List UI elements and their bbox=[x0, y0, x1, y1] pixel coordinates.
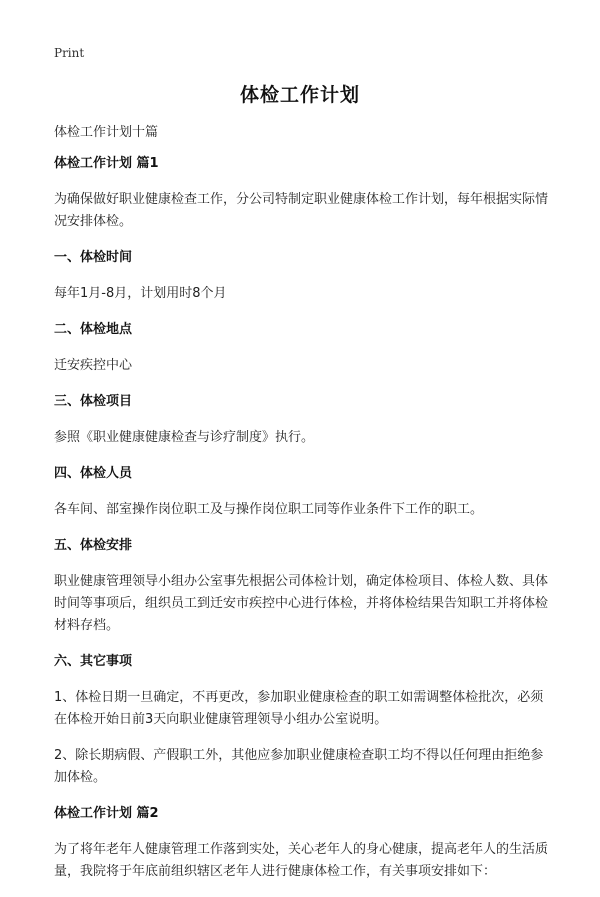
section-heading: 二、体检地点 bbox=[54, 322, 133, 337]
paragraph: 为确保做好职业健康检查工作，分公司特制定职业健康体检工作计划，每年根据实际情况安排体检。 bbox=[54, 192, 549, 229]
paragraph: 每年1月-8月，计划用时8个月 bbox=[54, 286, 227, 301]
paragraph: 为了将年老年人健康管理工作落到实处，关心老年人的身心健康，提高老年人的生活质量，我院将于年底前组织辖区老年人进行健康体检工作，有关事项安排如下： bbox=[54, 842, 549, 879]
paragraph: 迁安疾控中心 bbox=[54, 358, 133, 373]
section-heading: 体检工作计划 篇2 bbox=[54, 806, 159, 821]
paragraph: 参照《职业健康健康检查与诊疗制度》执行。 bbox=[54, 430, 315, 445]
section-heading: 一、体检时间 bbox=[54, 250, 133, 265]
section-heading: 体检工作计划 篇1 bbox=[54, 156, 159, 171]
section-heading: 五、体检安排 bbox=[54, 538, 133, 553]
document-body bbox=[54, 122, 548, 897]
paragraph: 职业健康管理领导小组办公室事先根据公司体检计划，确定体检项目、体检人数、具体时间等事项后，组织员工到迁安市疾控中心进行体检，并将体检结果告知职工并将体检材料存档。 bbox=[54, 574, 549, 633]
section-heading: 六、其它事项 bbox=[54, 654, 133, 669]
section-heading: 三、体检项目 bbox=[54, 394, 133, 409]
section-heading: 四、体检人员 bbox=[54, 466, 133, 481]
paragraph: 1、体检日期一旦确定，不再更改，参加职业健康检查的职工如需调整体检批次，必须在体检开始日前3天向职业健康管理领导小组办公室说明。 bbox=[54, 690, 544, 727]
paragraph: 各车间、部室操作岗位职工及与操作岗位职工同等作业条件下工作的职工。 bbox=[54, 502, 484, 517]
page-title: 体检工作计划 bbox=[239, 84, 360, 106]
paragraph: 2、除长期病假、产假职工外，其他应参加职业健康检查职工均不得以任何理由拒绝参加体检。 bbox=[54, 748, 544, 785]
document-subtitle: 体检工作计划十篇 bbox=[54, 125, 159, 140]
print-link[interactable]: Print bbox=[54, 46, 85, 60]
